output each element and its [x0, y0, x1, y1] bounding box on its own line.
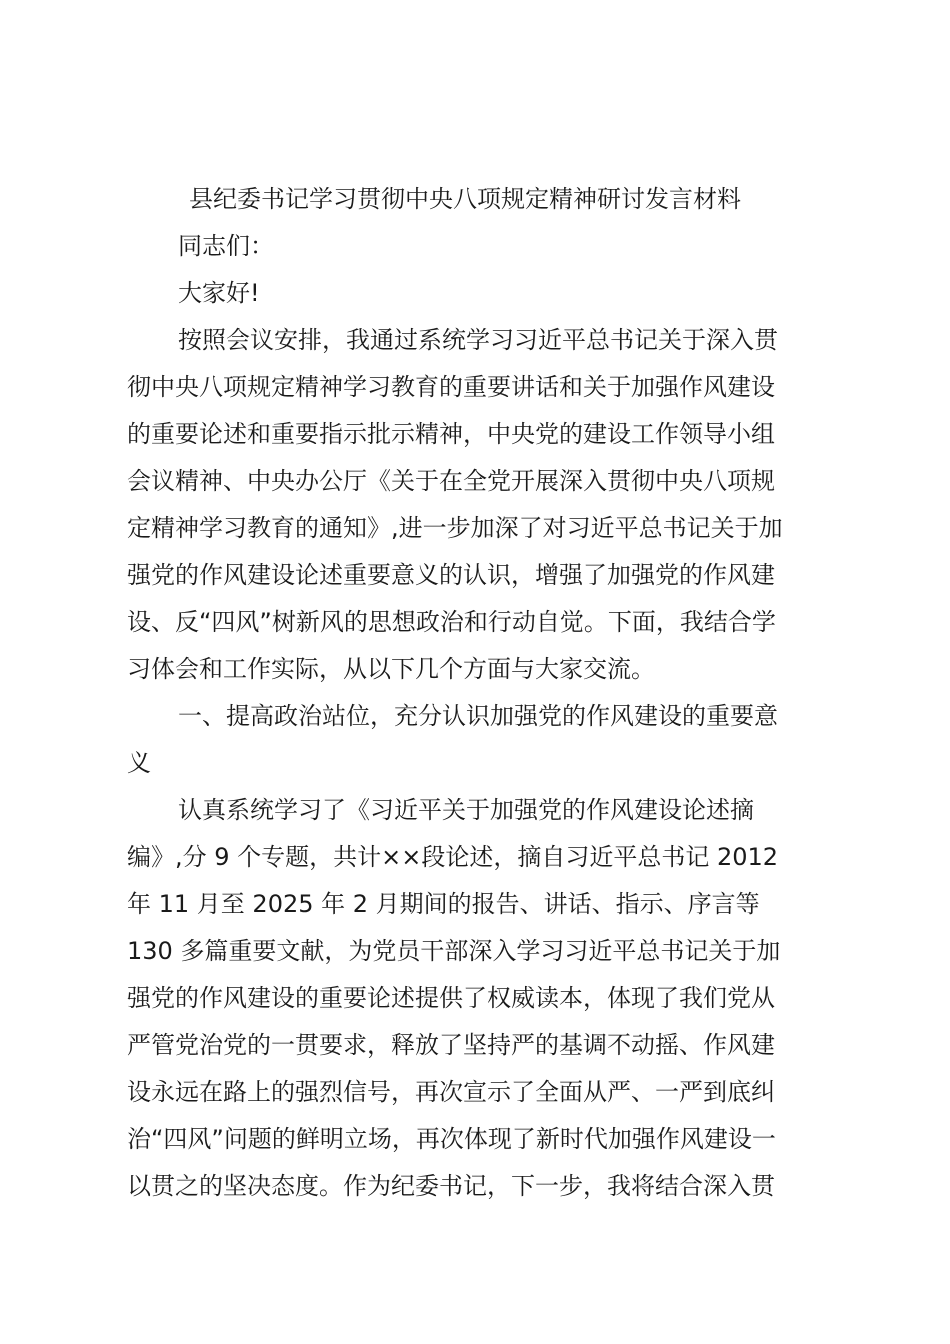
- paragraph-line: 严管党治党的一贯要求，释放了坚持严的基调不动摇、作风建: [127, 1031, 775, 1059]
- paragraph-line: 按照会议安排，我通过系统学习习近平总书记关于深入贯: [178, 326, 778, 354]
- greeting: 大家好!: [178, 279, 260, 307]
- paragraph-line: 强党的作风建设的重要论述提供了权威读本，体现了我们党从: [127, 984, 775, 1012]
- paragraph-line: 设、反“四风”树新风的思想政治和行动自觉。下面，我结合学: [127, 608, 776, 636]
- paragraph-line: 彻中央八项规定精神学习教育的重要讲话和关于加强作风建设: [127, 373, 775, 401]
- section-heading: 一、提高政治站位，充分认识加强党的作风建设的重要意: [178, 702, 778, 730]
- paragraph-line: 130 多篇重要文献，为党员干部深入学习习近平总书记关于加: [127, 937, 781, 965]
- paragraph-line: 治“四风”问题的鲜明立场，再次体现了新时代加强作风建设一: [127, 1125, 776, 1153]
- paragraph-line: 会议精神、中央办公厅《关于在全党开展深入贯彻中央八项规: [127, 467, 775, 495]
- paragraph-line: 设永远在路上的强烈信号，再次宣示了全面从严、一严到底纠: [127, 1078, 775, 1106]
- salutation: 同志们：: [178, 232, 274, 260]
- document-body: [127, 176, 827, 1210]
- paragraph-line: 编》,分 9 个专题，共计××段论述，摘自习近平总书记 2012: [127, 843, 779, 871]
- paragraph-line: 定精神学习教育的通知》,进一步加深了对习近平总书记关于加: [127, 514, 783, 542]
- paragraph-line: 年 11 月至 2025 年 2 月期间的报告、讲话、指示、序言等: [127, 890, 760, 918]
- paragraph-line: 认真系统学习了《习近平关于加强党的作风建设论述摘: [178, 796, 754, 824]
- paragraph-line: 习体会和工作实际，从以下几个方面与大家交流。: [127, 655, 655, 683]
- document-title: 县纪委书记学习贯彻中央八项规定精神研讨发言材料: [189, 185, 741, 213]
- paragraph-line: 以贯之的坚决态度。作为纪委书记，下一步，我将结合深入贯: [127, 1172, 775, 1200]
- paragraph-line: 强党的作风建设论述重要意义的认识，增强了加强党的作风建: [127, 561, 775, 589]
- section-heading-continuation: 义: [127, 749, 151, 777]
- paragraph-line: 的重要论述和重要指示批示精神，中央党的建设工作领导小组: [127, 420, 775, 448]
